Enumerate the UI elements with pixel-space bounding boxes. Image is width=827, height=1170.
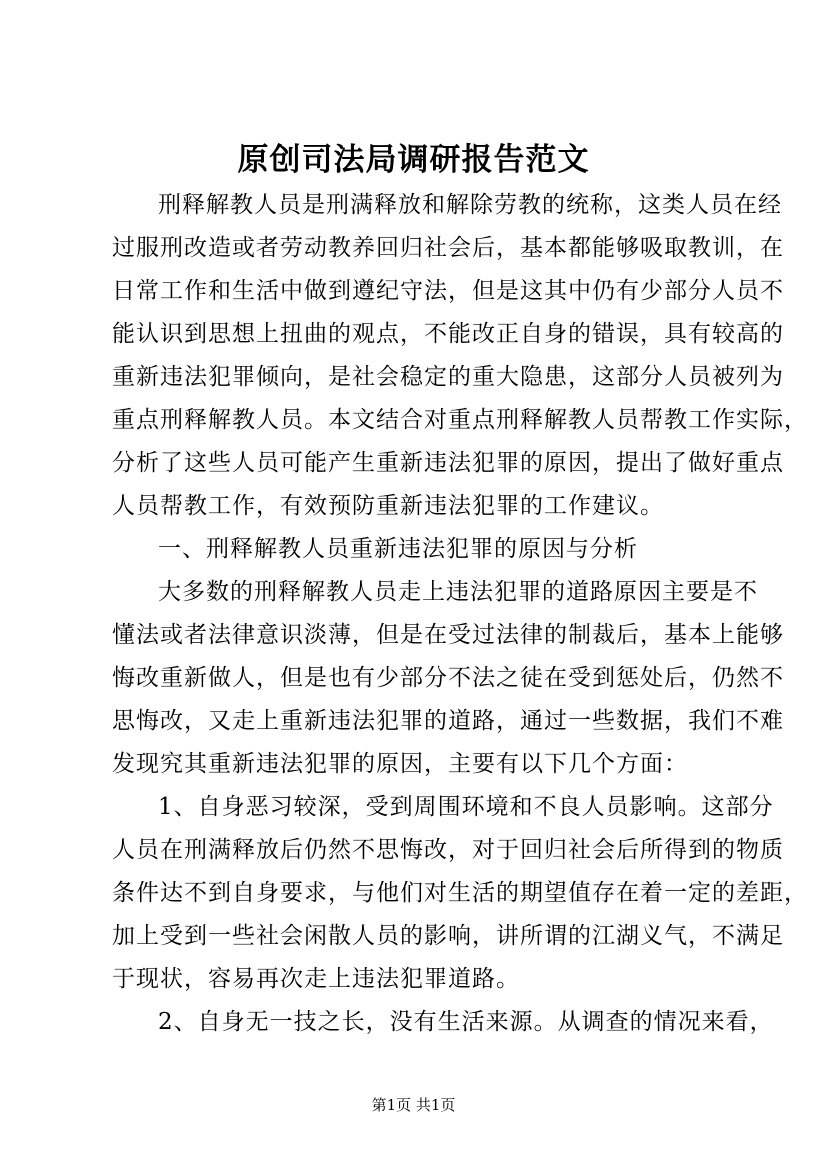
text-line: 能认识到思想上扭曲的观点，不能改正自身的错误，具有较高的: [112, 321, 784, 347]
text-line: 发现究其重新违法犯罪的原因，主要有以下几个方面：: [112, 751, 688, 777]
text-line: 2、自身无一技之长，没有生活来源。从调查的情况来看，: [158, 1009, 774, 1035]
text-line: 分析了这些人员可能产生重新违法犯罪的原因，提出了做好重点: [112, 450, 784, 476]
text-line: 大多数的刑释解教人员走上违法犯罪的道路原因主要是不: [158, 579, 758, 605]
text-line: 一、刑释解教人员重新违法犯罪的原因与分析: [158, 536, 638, 562]
text-line: 悔改重新做人，但是也有少部分不法之徒在受到惩处后，仍然不: [112, 665, 784, 691]
text-line: 思悔改，又走上重新违法犯罪的道路，通过一些数据，我们不难: [112, 708, 784, 734]
page-footer: 第1页 共1页: [371, 1096, 456, 1114]
text-line: 条件达不到自身要求，与他们对生活的期望值存在着一定的差距，: [112, 880, 808, 906]
text-line: 人员在刑满释放后仍然不思悔改，对于回归社会后所得到的物质: [112, 837, 784, 863]
text-line: 人员帮教工作，有效预防重新违法犯罪的工作建议。: [112, 493, 664, 519]
text-line: 1、自身恶习较深，受到周围环境和不良人员影响。这部分: [158, 794, 774, 820]
text-line: 刑释解教人员是刑满释放和解除劳教的统称，这类人员在经: [158, 192, 782, 218]
text-line: 重点刑释解教人员。本文结合对重点刑释解教人员帮教工作实际，: [112, 407, 808, 433]
text-line: 日常工作和生活中做到遵纪守法，但是这其中仍有少部分人员不: [112, 278, 784, 304]
text-line: 过服刑改造或者劳动教养回归社会后，基本都能够吸取教训，在: [112, 235, 784, 261]
text-line: 加上受到一些社会闲散人员的影响，讲所谓的江湖义气，不满足: [112, 923, 784, 949]
text-line: 于现状，容易再次走上违法犯罪道路。: [112, 966, 520, 992]
text-line: 懂法或者法律意识淡薄，但是在受过法律的制裁后，基本上能够: [112, 622, 784, 648]
text-line: 重新违法犯罪倾向，是社会稳定的重大隐患，这部分人员被列为: [112, 364, 784, 390]
document-title: 原创司法局调研报告范文: [237, 142, 590, 178]
document-body: [112, 184, 808, 1044]
